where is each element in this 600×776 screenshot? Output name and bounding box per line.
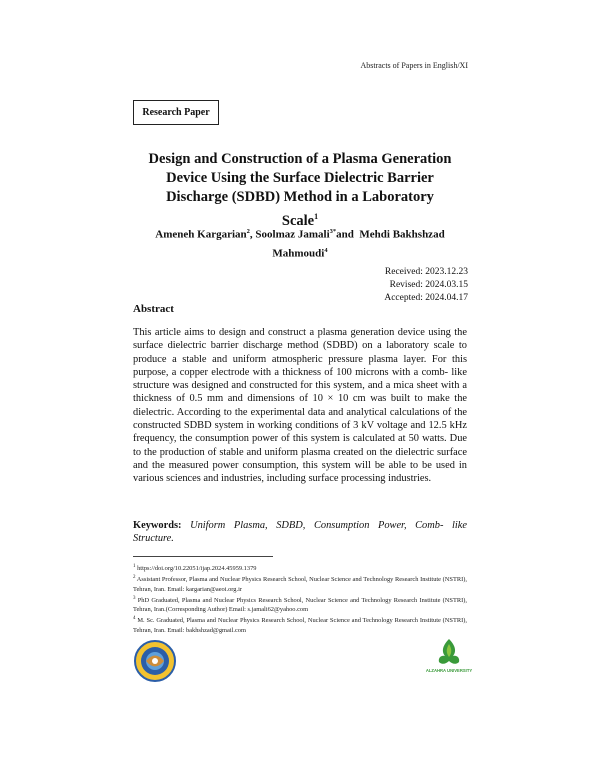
author-affiliation-marker: 4: [324, 246, 328, 254]
paper-title: [133, 150, 467, 231]
footnote-text: PhD Graduated, Plasma and Nuclear Physics Research School, Nuclear Science and Technology Research Institute (NSTRI), Tehran, Iran.(Corresponding Author) Email: s.jamali62@yahoo.com: [133, 596, 467, 614]
author-line: [133, 243, 467, 262]
title-footnote-marker: 1: [314, 212, 319, 221]
footnote: [133, 594, 467, 615]
author-name: Soolmaz Jamali: [255, 228, 330, 241]
keywords-label: Keywords:: [133, 520, 182, 531]
footnote-text: Assistant Professor, Plasma and Nuclear Physics Research School, Nuclear Science and Technology Research Institute (NSTRI), Tehran, Iran. Email: kargarian@aeoi.org.ir: [133, 576, 467, 593]
author-list: [133, 224, 467, 261]
university-logo: [425, 636, 473, 682]
footnote-number: 1: [133, 564, 136, 569]
author-name: Ameneh Kargarian: [155, 228, 247, 241]
author-name: Mehdi Bakhshzad: [359, 228, 445, 241]
footnote: [133, 614, 467, 635]
title-line: Discharge (SDBD) Method in a Laboratory: [166, 189, 434, 205]
abstract-heading: Abstract: [133, 303, 174, 315]
footnote-number: 3: [133, 595, 136, 601]
author-separator: and: [336, 228, 357, 241]
title-line: Design and Construction of a Plasma Generation: [148, 151, 452, 167]
author-affiliation-marker: 2: [246, 228, 250, 235]
author-line: [133, 224, 467, 243]
footnote-text: M. Sc. Graduated, Plasma and Nuclear Physics Research School, Nuclear Science and Technology Research Institute (NSTRI), Tehran, Iran. Email: bakhshzad@gmail.com: [133, 617, 467, 634]
running-head: Abstracts of Papers in English/XI: [360, 61, 468, 70]
author-separator: ,: [249, 228, 256, 241]
author-affiliation-marker: 3*: [329, 228, 337, 235]
article-type-badge: Research Paper: [133, 100, 219, 125]
revised-date: Revised: 2024.03.15: [389, 280, 468, 290]
university-logo-text: ALZAHRA UNIVERSITY: [425, 668, 473, 673]
footnote: [133, 562, 467, 573]
footnote-number: 4: [133, 616, 136, 622]
accepted-date: Accepted: 2024.04.17: [384, 293, 468, 303]
title-line-text: Scale: [281, 212, 315, 229]
institute-seal-logo: [134, 640, 176, 682]
received-date: Received: 2023.12.23: [384, 267, 468, 277]
submission-dates: [384, 266, 468, 305]
footnotes: [133, 562, 467, 635]
title-line: Device Using the Surface Dielectric Barrier: [166, 170, 434, 186]
abstract-text: This article aims to design and construct a plasma generation device using the surface dielectric barrier discharge method (SDBD) on a laboratory scale to produce a stable and uniform atmospheric pressure plasma layer. For this purpose, a copper electrode with a thickness of 100 microns with a comb- like structure was designed and constructed for this system, and a mica sheet with a thickness of 0.5 mm and dimensions of 10 × 10 cm was built to make the dielectric. According to the experimental data and analytical calculations of the constructed SDBD system in working conditions of 3 kV voltage and 12.5 kHz frequency, the consumption power of this system is calculated at 50 watts. Due to the production of stable and uniform plasma created on the dielectric surface and the measured power consumption, this system will be able to be used in various sciences and industries, including surface processing industries.: [133, 327, 467, 485]
footnote-number: 2: [133, 575, 136, 581]
keywords-text: Uniform Plasma, SDBD, Consumption Power, Comb- like Structure.: [133, 520, 467, 545]
doi-link[interactable]: https://doi.org/10.22051/ijap.2024.45959.1379: [137, 565, 257, 573]
author-name: Mahmoudi: [272, 247, 325, 260]
keywords: [133, 519, 467, 546]
footnote-divider: [133, 556, 273, 557]
footnote: [133, 573, 467, 594]
